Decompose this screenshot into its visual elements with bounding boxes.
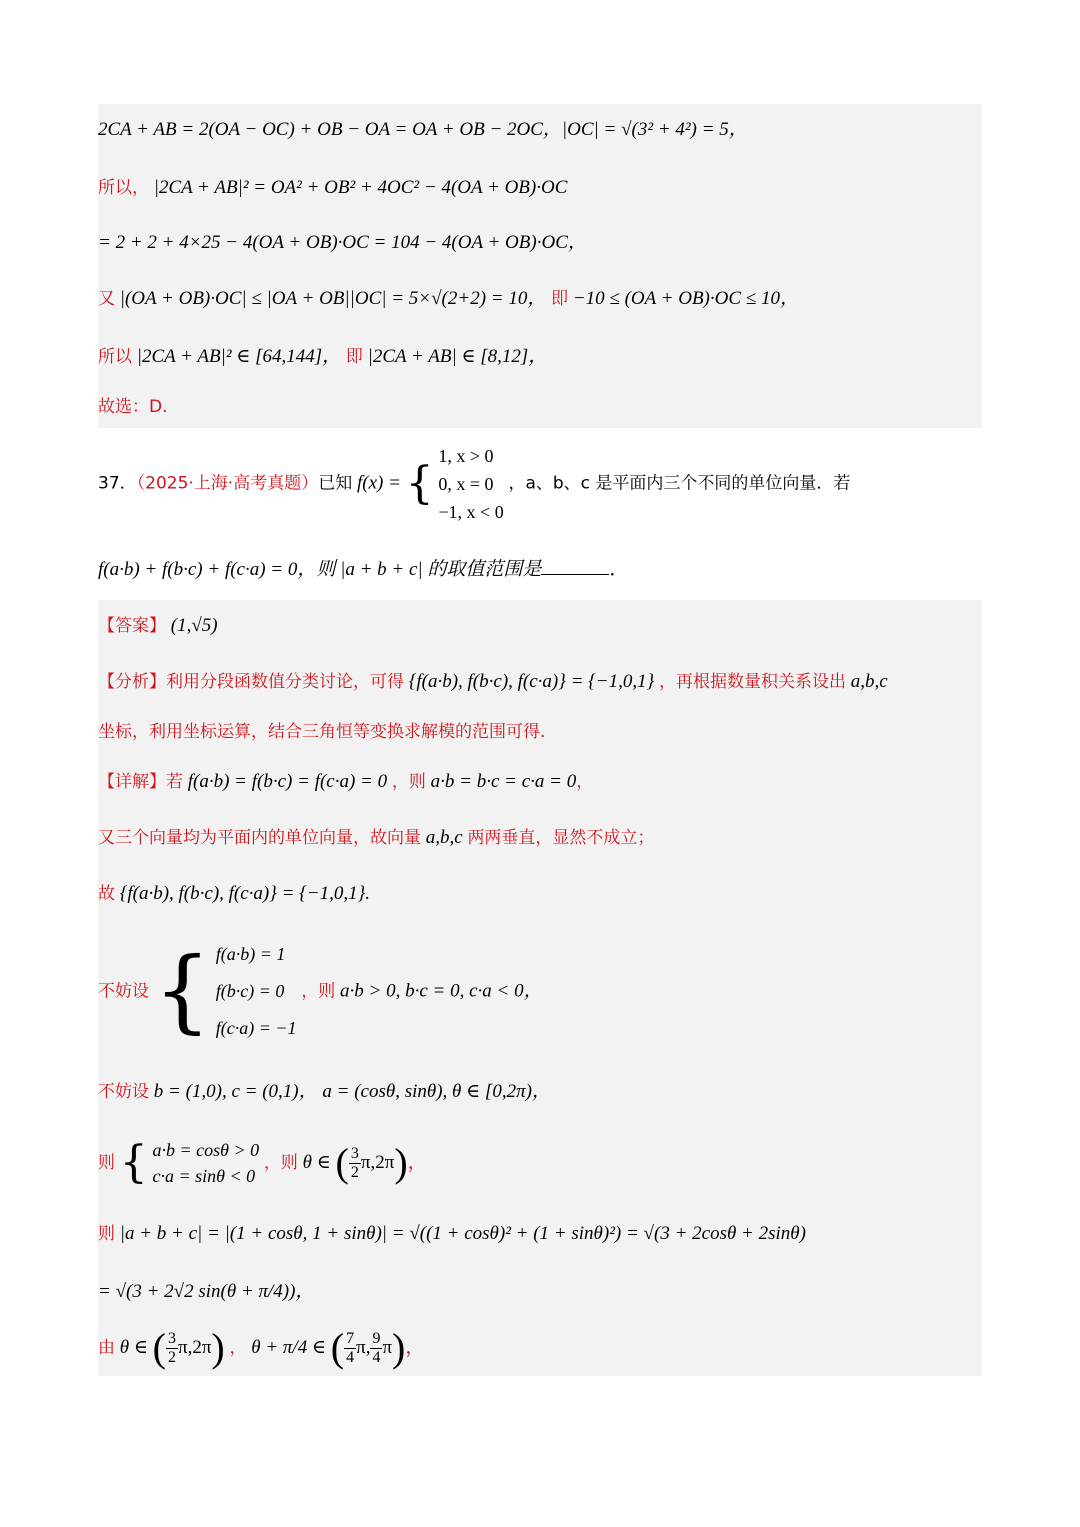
left-paren-2: (	[152, 1325, 166, 1370]
answer-line: 【答案】 (1,√5)	[98, 615, 218, 636]
cases-list: 1, x > 0 0, x = 0 −1, x < 0	[438, 446, 504, 522]
right-paren: )	[394, 1140, 408, 1185]
right-paren-2: )	[211, 1325, 225, 1370]
solution-line-6: 故选：D.	[98, 397, 168, 417]
detail-line-2: 又三个向量均为平面内的单位向量，故向量 a,b,c 两两垂直，显然不成立；	[98, 827, 655, 848]
detail-line-9: 由 θ ∈ ( $\frac{3}{2}$ π,2π) ， θ + π/4 ∈ ( $\frac{7}{4}$ π, $\frac{9}{4}$ π)，	[98, 1325, 425, 1370]
fraction-9-4: $\frac{9}{4}$	[372, 1329, 381, 1366]
left-paren: (	[335, 1140, 349, 1185]
solution-line-4: 又 |(OA + OB)·OC| ≤ |OA + OB||OC| = 5×√(2+2) = 10， 即 −10 ≤ (OA + OB)·OC ≤ 10，	[98, 288, 799, 309]
cases-brace: {	[405, 458, 434, 509]
left-paren-3: (	[330, 1325, 345, 1370]
detail-line-3: 故 {f(a·b), f(b·c), f(c·a)} = {−1,0,1}.	[98, 883, 370, 904]
analysis-line-1: 【分析】利用分段函数值分类讨论，可得 {f(a·b), f(b·c), f(c·a)} = {−1,0,1} ，再根据数量积关系设出 a,b,c	[98, 671, 888, 692]
detail-line-8: = √(3 + 2√2 sin(θ + π/4))，	[98, 1281, 315, 1302]
fraction-3-2: $\frac{3}{2}$	[350, 1144, 359, 1181]
question-37: 37．（2025·上海·高考真题）已知 f(x) = { 1, x > 0 0, x = 0 −1, x < 0 ，a、b、c 是平面内三个不同的单位向量．若	[98, 442, 850, 526]
answer-blank	[541, 556, 609, 575]
right-paren-3: )	[392, 1325, 406, 1370]
question-37-condition: f(a·b) + f(b·c) + f(c·a) = 0，则 |a + b + c| 的取值范围是 ．	[98, 556, 628, 584]
solution-line-1: 2CA + AB = 2(OA − OC) + OB − OA = OA + OB − 2OC，|OC| = √(3² + 4²) = 5，	[98, 119, 748, 140]
solution-line-2: 所以， |2CA + AB|² = OA² + OB² + 4OC² − 4(OA + OB)·OC	[98, 177, 568, 198]
detail-cases-brace-2: {	[119, 1137, 148, 1188]
detail-line-6: 则 { a·b = cosθ > 0 c·a = sinθ < 0 ，则 θ ∈ ( $\frac{3}{2}$ π,2π)，	[98, 1137, 427, 1188]
detail-cases-list-2: a·b = cosθ > 0 c·a = sinθ < 0	[152, 1140, 260, 1186]
detail-line-1: 【详解】若 f(a·b) = f(b·c) = f(c·a) = 0 ，则 a·b = b·c = c·a = 0，	[98, 771, 594, 792]
fraction-3-2-b: $\frac{3}{2}$	[167, 1329, 176, 1366]
analysis-line-2: 坐标，利用坐标运算，结合三角恒等变换求解模的范围可得.	[98, 722, 546, 742]
detail-line-7: 则 |a + b + c| = |(1 + cosθ, 1 + sinθ)| = √((1 + cosθ)² + (1 + sinθ)²) = √(3 + 2cosθ + 2sinθ)	[98, 1223, 806, 1244]
detail-line-5: 不妨设 b = (1,0), c = (0,1)， a = (cosθ, sinθ), θ ∈ [0,2π)，	[98, 1081, 551, 1102]
detail-cases-brace: {	[153, 938, 212, 1044]
fraction-7-4: $\frac{7}{4}$	[346, 1329, 355, 1366]
solution-line-5: 所以 |2CA + AB|² ∈ [64,144]， 即 |2CA + AB| ∈ [8,12]，	[98, 346, 548, 367]
solution-line-3: = 2 + 2 + 4×25 − 4(OA + OB)·OC = 104 − 4(OA + OB)·OC，	[98, 232, 587, 253]
detail-cases-list: f(a·b) = 1 f(b·c) = 0 f(c·a) = −1	[215, 944, 297, 1038]
detail-line-4: 不妨设 { f(a·b) = 1 f(b·c) = 0 f(c·a) = −1 ，则 a·b > 0, b·c = 0, c·a < 0，	[98, 936, 543, 1047]
solution-tail-shade	[98, 104, 982, 428]
